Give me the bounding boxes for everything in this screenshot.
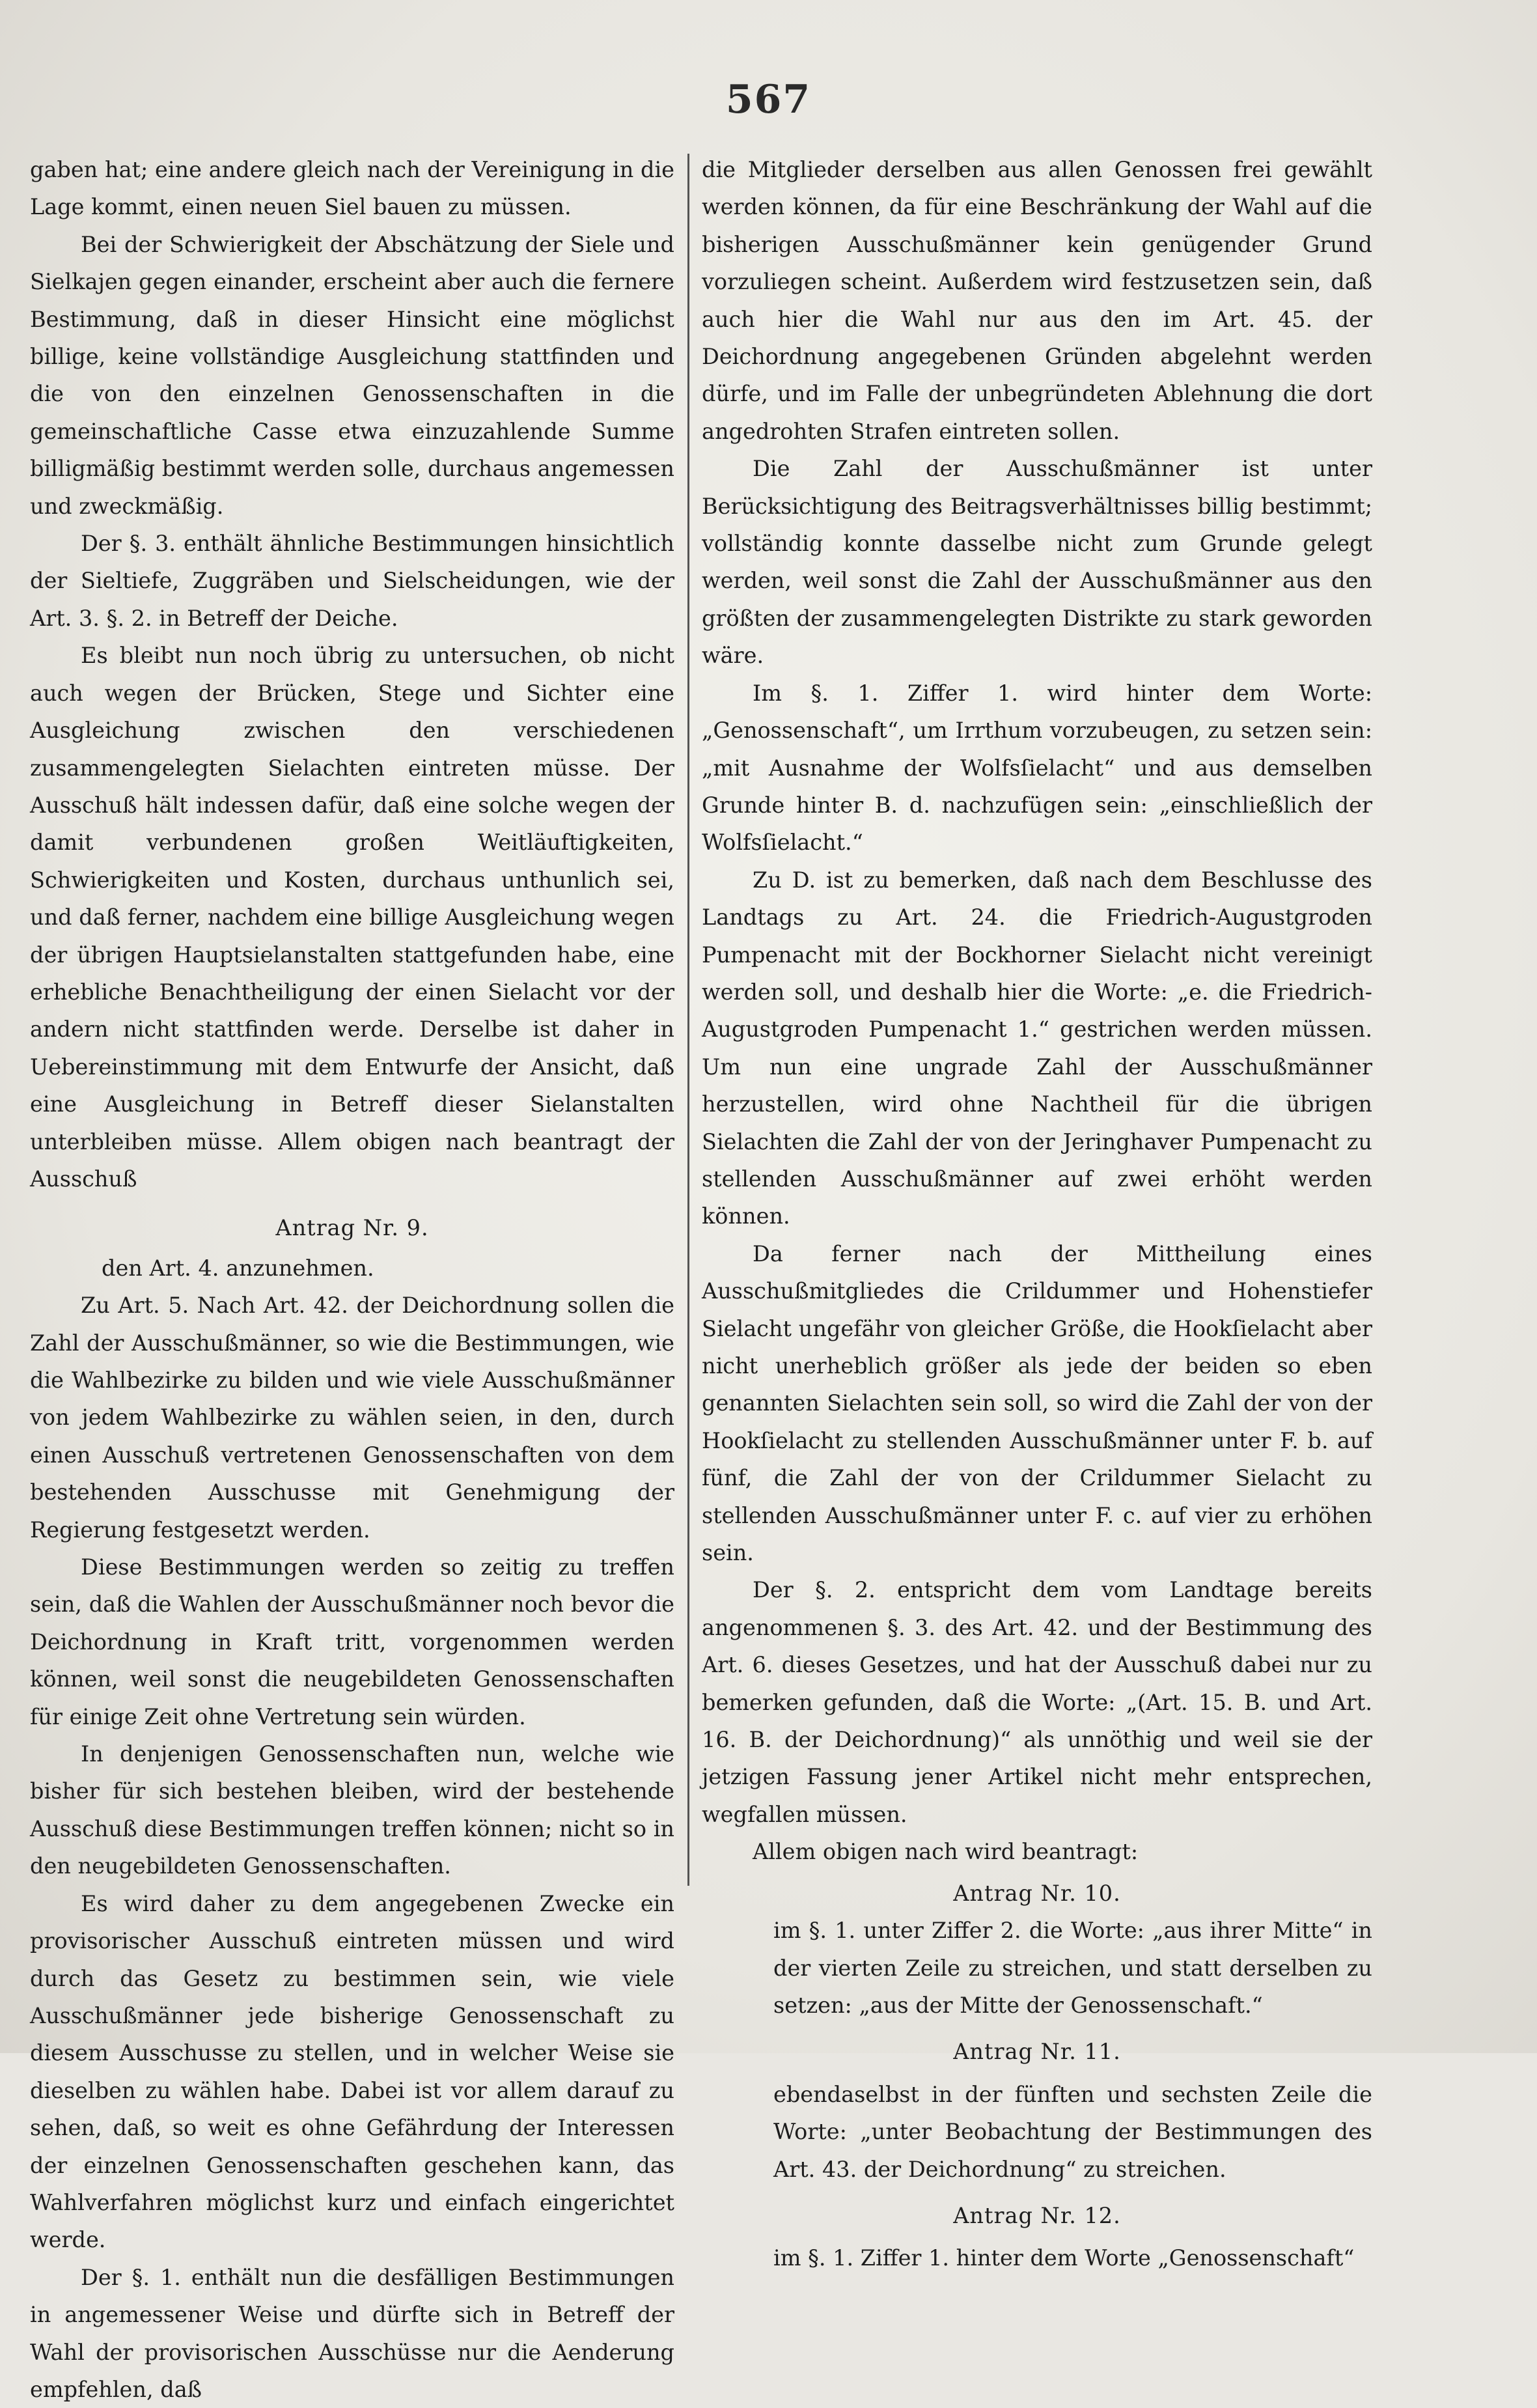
paragraph: Zu D. ist zu bemerken, daß nach dem Beschlusse des Landtags zu Art. 24. die Friedrich-Augustgroden Pumpenacht mit der Bockhorner Sielacht nicht vereinigt werden soll, und deshalb hier die Worte: „e. die Friedrich-Augustgroden Pumpenacht 1.“ gestrichen werden müssen. Um nun eine ungrade Zahl der Ausschußmänner herzustellen, wird ohne Nachtheil für die übrigen Sielachten die Zahl der von der Jeringhaver Pumpenacht zu stellenden Ausschußmänner auf zwei erhöht werden können. (702, 867, 1372, 1229)
motion-text: im §. 1. Ziffer 1. hinter dem Worte „Genossenschaft“ (773, 2245, 1355, 2271)
paragraph: Im §. 1. Ziffer 1. wird hinter dem Worte: „Genossenschaft“, um Irrthum vorzubeugen, zu setzen sein: „mit Ausnahme der Wolfsſielacht“ und aus demselben Grunde hinter B. d. nachzufügen sein: „einschließlich der Wolfsſielacht.“ (702, 680, 1372, 856)
paragraph: Der §. 1. enthält nun die desfälligen Bestimmungen in angemessener Weise und dürfte sich in Betreff der Wahl der provisorischen Ausschüsse nur die Aenderung empfehlen, daß (30, 2264, 674, 2402)
paragraph: die Mitglieder derselben aus allen Genossen frei gewählt werden können, da für eine Beschränkung der Wahl auf die bisherigen Ausschußmänner kein genügender Grund vorzuliegen scheint. Außerdem wird festzusetzen sein, daß auch hier die Wahl nur aus den im Art. 45. der Deichordnung angegebenen Gründen abgelehnt werden dürfe, und im Falle der unbegründeten Ablehnung die dort angedrohten Strafen eintreten sollen. (702, 157, 1372, 444)
paragraph: Der §. 3. enthält ähnliche Bestimmungen hinsichtlich der Sieltiefe, Zuggräben und Sielscheidungen, wie der Art. 3. §. 2. in Betreff der Deiche. (30, 531, 674, 631)
motion-heading: Antrag Nr. 9. (275, 1215, 429, 1241)
motion-text: den Art. 4. anzunehmen. (102, 1255, 374, 1281)
paragraph: Die Zahl der Ausschußmänner ist unter Berücksichtigung des Beitragsverhältnisses billig bestimmt; vollständig konnte dasselbe nicht zum Grunde gelegt werden, weil sonst die Zahl der Ausschußmänner aus den größten der zusammengelegten Distrikte zu stark geworden wäre. (702, 456, 1372, 669)
paragraph: gaben hat; eine andere gleich nach der Vereinigung in die Lage kommt, einen neuen Siel bauen zu müssen. (30, 157, 674, 220)
paragraph: Es bleibt nun noch übrig zu untersuchen, ob nicht auch wegen der Brücken, Stege und Sichter eine Ausgleichung zwischen den verschiedenen zusammengelegten Sielachten eintreten müsse. Der Ausschuß hält indessen dafür, daß eine solche wegen der damit verbundenen großen Weitläuftigkeiten, Schwierigkeiten und Kosten, durchaus unthunlich sei, und daß ferner, nachdem eine billige Ausgleichung wegen der übrigen Hauptsielanstalten stattgefunden habe, eine erhebliche Benachtheiligung der einen Sielacht vor der andern nicht stattfinden werde. Derselbe ist daher in Uebereinstimmung mit dem Entwurfe der Ansicht, daß eine Ausgleichung in Betreff dieser Sielanstalten unterbleiben müsse. Allem obigen nach beantragt der Ausschuß (30, 643, 674, 1192)
motion-text: ebendaselbst in der fünften und sechsten Zeile die Worte: „unter Beobachtung der Bestimmungen des Art. 43. der Deichordnung“ zu streichen. (773, 2081, 1372, 2182)
motion-heading: Antrag Nr. 12. (953, 2202, 1121, 2228)
paragraph: Da ferner nach der Mittheilung eines Ausschußmitgliedes die Crildummer und Hohenstiefer Sielacht ungefähr von gleicher Größe, die Hookſielacht aber nicht unerheblich größer als jede der beiden so eben genannten Sielachten sein soll, so wird die Zahl der von der Hookſielacht zu stellenden Ausschußmänner unter F. b. auf fünf, die Zahl der von der Crildummer Sielacht zu stellenden Ausschußmänner unter F. c. auf vier zu erhöhen sein. (702, 1240, 1372, 1566)
paragraph: Der §. 2. entspricht dem vom Landtage bereits angenommenen §. 3. des Art. 42. und der Bestimmung des Art. 6. dieses Gesetzes, und hat der Ausschuß dabei nur zu bemerken gefunden, daß die Worte: „(Art. 15. B. und Art. 16. B. der Deichordnung)“ als unnöthig und weil sie der jetzigen Fassung jener Artikel nicht mehr entsprechen, wegfallen müssen. (702, 1577, 1372, 1827)
motion-text: im §. 1. unter Ziffer 2. die Worte: „aus ihrer Mitte“ in der vierten Zeile zu streichen, und statt derselben zu setzen: „aus der Mitte der Genossenschaft.“ (773, 1918, 1372, 2018)
paragraph: Diese Bestimmungen werden so zeitig zu treffen sein, daß die Wahlen der Ausschußmänner noch bevor die Deichordnung in Kraft tritt, vorgenommen werden können, weil sonst die neugebildeten Genossenschaften für einige Zeit ohne Vertretung sein würden. (30, 1554, 674, 1729)
motion-heading: Antrag Nr. 10. (953, 1880, 1121, 1906)
paragraph: Bei der Schwierigkeit der Abschätzung der Siele und Sielkajen gegen einander, erscheint aber auch die fernere Bestimmung, daß in dieser Hinsicht eine möglichst billige, keine vollständige Ausgleichung stattfinden und die von den einzelnen Genossenschaften in die gemeinschaftliche Casse etwa einzuzahlende Summe billigmäßig bestimmt werden solle, durchaus angemessen und zweckmäßig. (30, 231, 674, 519)
paragraph: In denjenigen Genossenschaften nun, welche wie bisher für sich bestehen bleiben, wird der bestehende Ausschuß diese Bestimmungen treffen können; nicht so in den neugebildeten Genossenschaften. (30, 1741, 674, 1879)
paragraph: Es wird daher zu dem angegebenen Zwecke ein provisorischer Ausschuß eintreten müssen und wird durch das Gesetz zu bestimmen sein, wie viele Ausschußmänner jede bisherige Genossenschaft zu diesem Ausschusse zu stellen, und in welcher Weise sie dieselben zu wählen habe. Dabei ist vor allem darauf zu sehen, daß, so weit es ohne Gefährdung der Interessen der einzelnen Genossenschaften geschehen kann, das Wahlverfahren möglichst kurz und einfach eingerichtet werde. (30, 1890, 674, 2253)
left-column (30, 151, 674, 2408)
column-divider (687, 154, 689, 1886)
right-column (702, 151, 1372, 2277)
paragraph: Allem obigen nach wird beantragt: (753, 1839, 1139, 1865)
motion-heading: Antrag Nr. 11. (953, 2039, 1121, 2065)
paragraph: Zu Art. 5. Nach Art. 42. der Deichordnung sollen die Zahl der Ausschußmänner, so wie die Bestimmungen, wie die Wahlbezirke zu bilden und wie viele Ausschußmänner von jedem Wahlbezirke zu wählen seien, in den, durch einen Ausschuß vertretenen Genossenschaften von dem bestehenden Ausschusse mit Genehmigung der Regierung festgesetzt werden. (30, 1293, 674, 1543)
page-number: 567 (725, 77, 812, 122)
